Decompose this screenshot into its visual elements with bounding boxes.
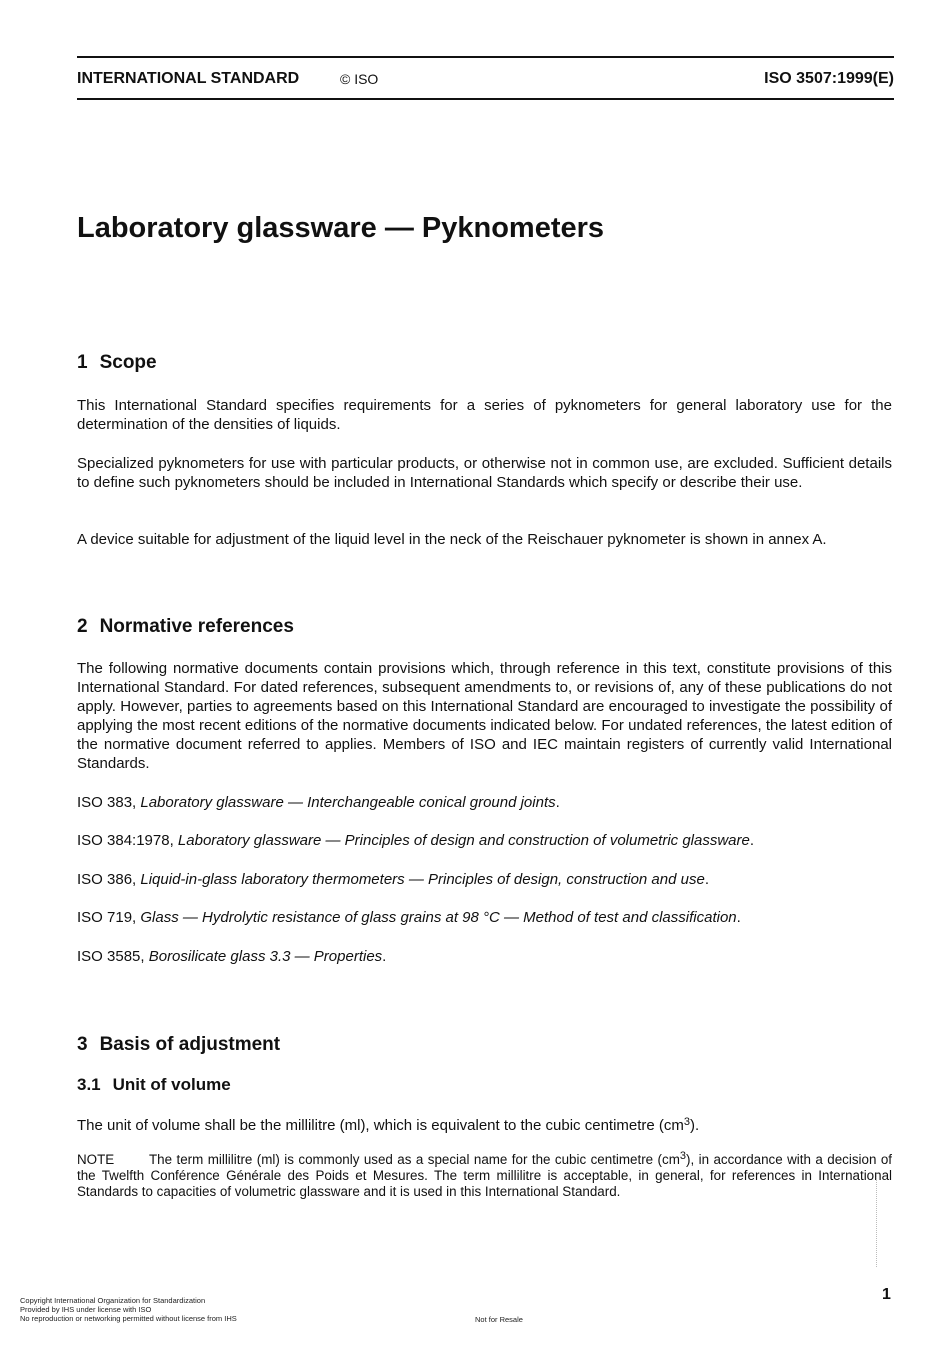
footer-copyright-line: Copyright International Organization for Standardization: [20, 1296, 206, 1305]
unit-of-volume-note: NOTE The term millilitre (ml) is commonly used as a special name for the cubic centimetre $(cm^3)$, in accordance with a decision of the Twelfth Conférence Générale des Poids et Mesures. The term millilitre is acceptable, in general, for references in International Standards to capacities of volumetric glassware and it is used in this International Standard.: [77, 1150, 892, 1199]
reference-iso-386: ISO 386, Liquid-in-glass laboratory thermometers — Principles of design, construction and use.: [77, 871, 709, 888]
section-2-heading: 2 Normative references: [77, 616, 294, 637]
header-standard-label: INTERNATIONAL STANDARD: [77, 70, 300, 87]
header-document-id: ISO 3507:1999(E): [764, 70, 894, 87]
page-number: 1: [882, 1286, 891, 1303]
scope-paragraph-1: This International Standard specifies requirements for a series of pyknometers for general laboratory use for the determination of the densities of liquids.: [77, 397, 892, 433]
footer-not-for-resale: Not for Resale: [475, 1315, 523, 1324]
reference-iso-384: ISO 384:1978, Laboratory glassware — Principles of design and construction of volumetric glassware.: [77, 832, 755, 849]
section-1-heading: 1 Scope: [77, 352, 157, 373]
document-title: Laboratory glassware — Pyknometers: [77, 212, 605, 244]
unit-of-volume-paragraph: The unit of volume shall be the millilitre (ml), which is equivalent to the cubic centimetre $(cm^3)$.: [77, 1116, 700, 1134]
reference-iso-3585: ISO 3585, Borosilicate glass 3.3 — Properties.: [77, 948, 387, 965]
footer-license-line: Provided by IHS under license with ISO: [20, 1305, 152, 1314]
normative-references-intro: The following normative documents contain provisions which, through reference in this text, constitute provisions of this International Standard. For dated references, subsequent amendments to, or revisions of, any of these publications do not apply. However, parties to agreements based on this International Standard are encouraged to investigate the possibility of applying the most recent editions of the normative documents indicated below. For undated references, the latest edition of the normative document referred to applies. Members of ISO and IEC maintain registers of currently valid International Standards.: [77, 660, 892, 772]
header-bottom-rule: [77, 98, 894, 100]
section-3-heading: 3 Basis of adjustment: [77, 1034, 281, 1055]
header-copyright: © ISO: [340, 71, 379, 87]
reference-iso-383: ISO 383, Laboratory glassware — Interchangeable conical ground joints.: [77, 794, 560, 811]
footer-reproduction-line: No reproduction or networking permitted without license from IHS: [20, 1314, 237, 1323]
scope-paragraph-2: Specialized pyknometers for use with particular products, or otherwise not in common use, are excluded. Sufficient details to define such pyknometers should be included in International Standards which specify or describe their use.: [77, 455, 892, 491]
page-header: [77, 70, 894, 90]
subsection-3-1-heading: 3.1 Unit of volume: [77, 1075, 231, 1094]
scan-artifact-dots: [876, 1172, 881, 1267]
header-top-rule: [77, 56, 894, 58]
scope-paragraph-3: A device suitable for adjustment of the liquid level in the neck of the Reischauer pyknometer is shown in annex A.: [77, 531, 827, 548]
reference-iso-719: ISO 719, Glass — Hydrolytic resistance of glass grains at 98 °C — Method of test and classification.: [77, 909, 741, 926]
